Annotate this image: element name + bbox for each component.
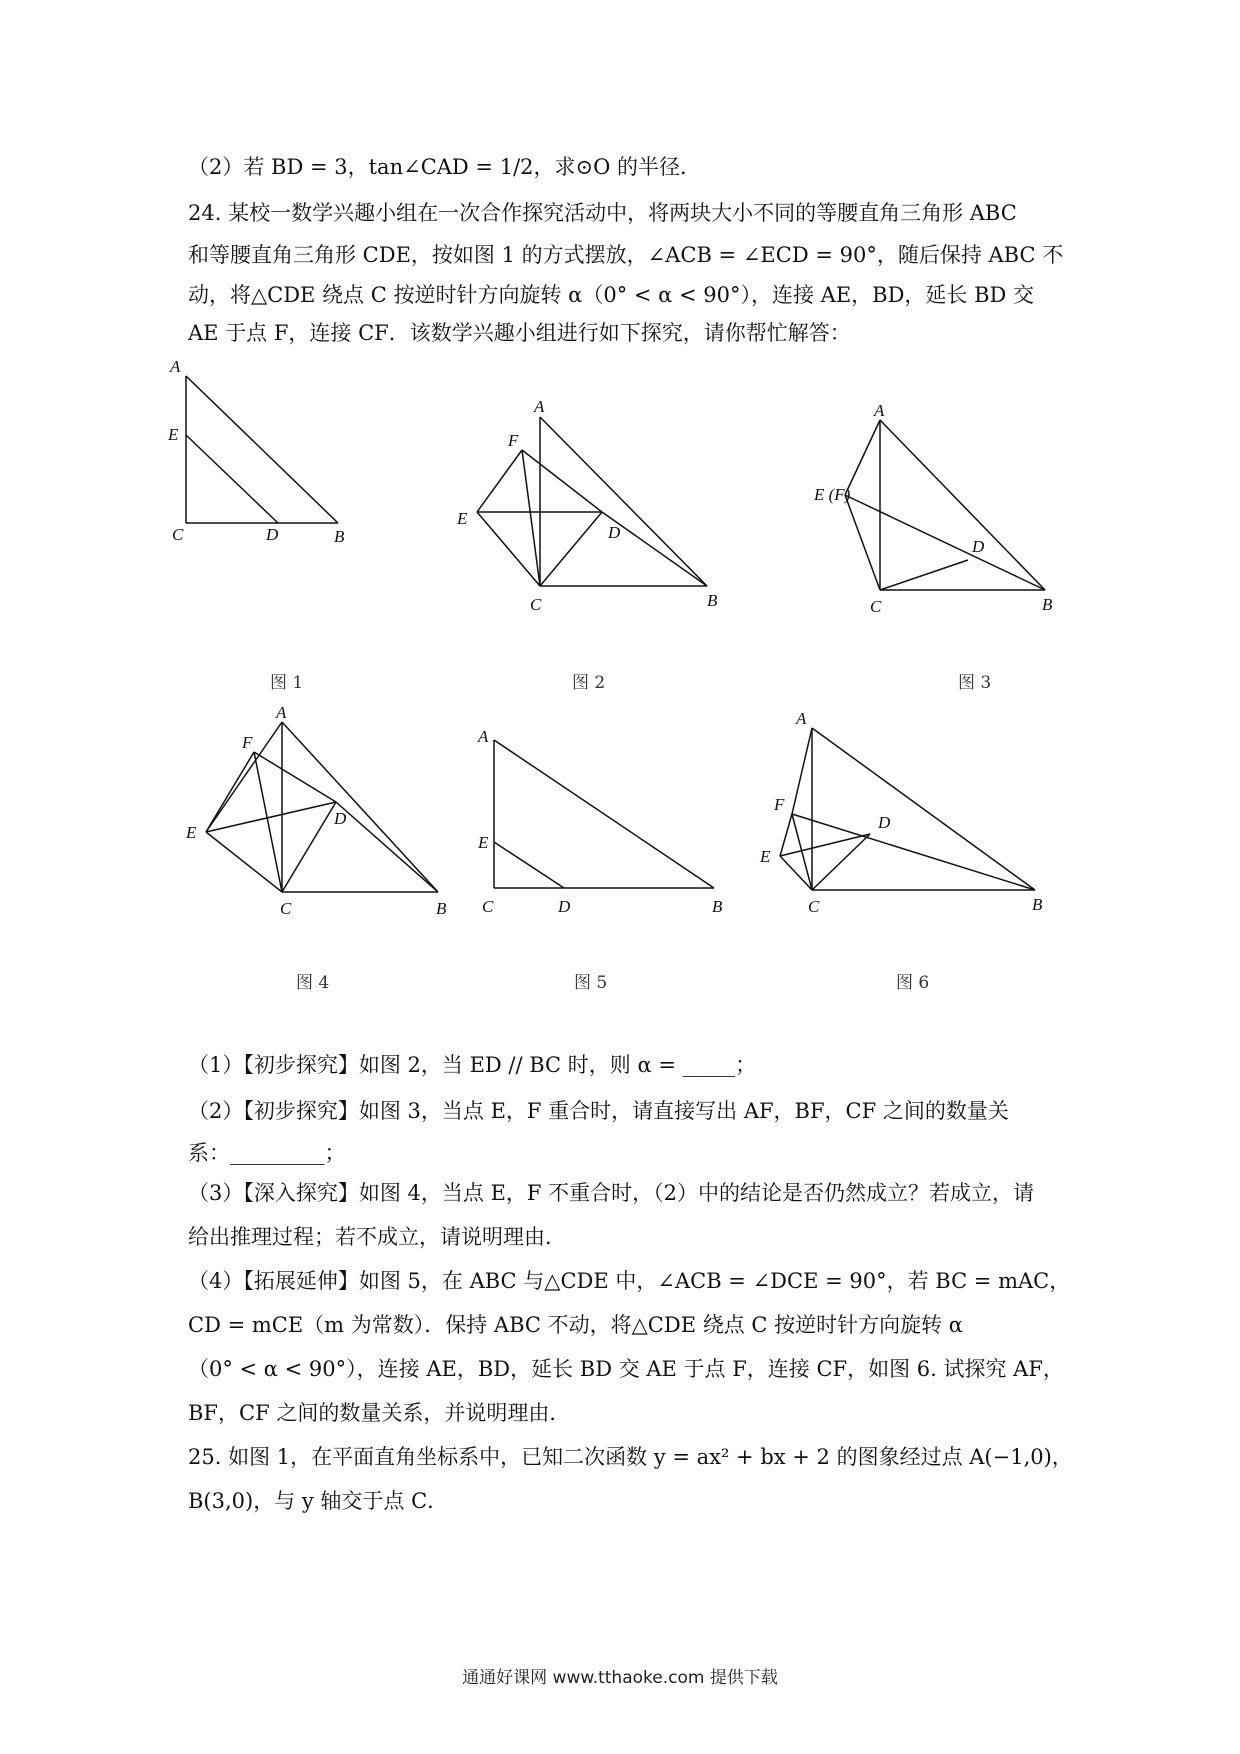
label-b: B: [1042, 595, 1053, 614]
label-b: B: [707, 591, 718, 610]
figure-1: [168, 357, 368, 564]
label-d: D: [334, 809, 347, 828]
caption-fig5: 图 5: [574, 973, 608, 993]
label-f: F: [774, 795, 785, 814]
problem-25-line2: B(3,0)，与 y 轴交于点 C．: [188, 1489, 449, 1513]
caption-fig4: 图 4: [296, 973, 330, 993]
label-d: D: [558, 897, 571, 916]
label-a: A: [170, 357, 181, 376]
page-footer: 通通好课网 www.tthaoke.com 提供下载: [462, 1668, 778, 1688]
label-c: C: [530, 595, 542, 614]
problem-25-line1: 25. 如图 1，在平面直角坐标系中，已知二次函数 y = ax² + bx + 2 的图象经过点 A(−1,0)，: [188, 1445, 1073, 1469]
caption-fig2: 图 2: [572, 673, 606, 693]
label-d: D: [878, 813, 891, 832]
caption-fig3: 图 3: [958, 673, 992, 693]
figure-2: [452, 397, 732, 624]
label-a: A: [276, 703, 287, 722]
label-ef: E (F): [814, 485, 851, 504]
label-f: F: [242, 733, 253, 752]
problem-24-line3: 动，将△CDE 绕点 C 按逆时针方向旋转 α（0° < α < 90°），连接 AE，BD，延长 BD 交: [188, 283, 1035, 307]
figure-4: [186, 700, 466, 924]
label-e: E: [478, 833, 489, 852]
label-d: D: [972, 537, 985, 556]
label-f: F: [508, 431, 519, 450]
figure-5: [474, 720, 734, 924]
question-3-line1: （3）【深入探究】如图 4，当点 E，F 不重合时，（2）中的结论是否仍然成立？若成立，请: [188, 1181, 1035, 1205]
question-4-line1: （4）【拓展延伸】如图 5，在 ABC 与△CDE 中，∠ACB = ∠DCE = 90°，若 BC = mAC，: [188, 1269, 1071, 1293]
question-2-line1: （2）【初步探究】如图 3，当点 E，F 重合时，请直接写出 AF，BF，CF 之间的数量关: [188, 1099, 1009, 1123]
label-d: D: [266, 525, 279, 544]
label-e: E: [457, 509, 468, 528]
question-4-line2: CD = mCE（m 为常数）．保持 ABC 不动，将△CDE 绕点 C 按逆时针方向旋转 α: [188, 1313, 963, 1337]
question-2-line2: 系：_________；: [188, 1141, 346, 1165]
problem-24-line1: 24. 某校一数学兴趣小组在一次合作探究活动中，将两块大小不同的等腰直角三角形 ABC: [188, 201, 1017, 225]
caption-fig1: 图 1: [270, 673, 304, 693]
question-3-line2: 给出推理过程；若不成立，请说明理由．: [188, 1225, 566, 1249]
label-c: C: [808, 897, 820, 916]
question-4-line3: （0° < α < 90°），连接 AE，BD，延长 BD 交 AE 于点 F，连接 CF，如图 6. 试探究 AF，: [188, 1357, 1064, 1381]
question-4-line4: BF，CF 之间的数量关系，并说明理由．: [188, 1401, 571, 1425]
label-b: B: [436, 899, 447, 918]
label-a: A: [478, 727, 489, 746]
label-e: E: [760, 847, 771, 866]
figure-6: [760, 710, 1060, 934]
label-c: C: [280, 899, 292, 918]
label-c: C: [172, 525, 184, 544]
question-1: （1）【初步探究】如图 2，当 ED // BC 时，则 α = _____；: [188, 1053, 757, 1077]
label-b: B: [1032, 895, 1043, 914]
label-b: B: [712, 897, 723, 916]
problem-24-line4: AE 于点 F，连接 CF．该数学兴趣小组进行如下探究，请你帮忙解答：: [188, 321, 851, 345]
label-e: E: [186, 823, 197, 842]
problem-24-line2: 和等腰直角三角形 CDE，按如图 1 的方式摆放，∠ACB = ∠ECD = 90°，随后保持 ABC 不: [188, 243, 1064, 267]
label-a: A: [534, 397, 545, 416]
label-c: C: [870, 597, 882, 616]
caption-fig6: 图 6: [896, 973, 930, 993]
label-c: C: [482, 897, 494, 916]
figure-3: [814, 400, 1080, 624]
label-d: D: [608, 523, 621, 542]
label-a: A: [874, 401, 885, 420]
label-b: B: [334, 527, 345, 546]
label-a: A: [796, 709, 807, 728]
problem-23-part2: （2）若 BD = 3，tan∠CAD = 1/2，求⊙O 的半径．: [188, 155, 701, 179]
label-e: E: [168, 425, 179, 444]
